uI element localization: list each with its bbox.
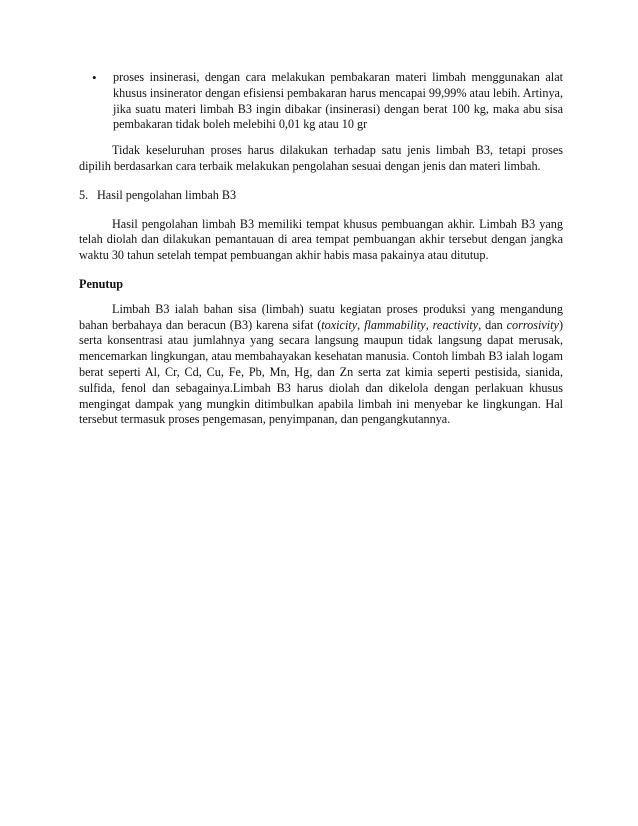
separator: , <box>357 317 365 332</box>
bullet-item-incineration <box>79 70 563 133</box>
separator: , <box>425 317 433 332</box>
separator: , dan <box>478 317 507 332</box>
term-flammability: flammability <box>364 317 426 332</box>
term-toxicity: toxicity <box>321 317 358 332</box>
paragraph-process-selection: Tidak keseluruhan proses harus dilakukan terhadap satu jenis limbah B3, tetapi proses dipilih berdasarkan cara terbaik melakukan pengolahan sesuai dengan jenis dan materi limbah. <box>79 143 563 173</box>
paragraph-processing-result: Hasil pengolahan limbah B3 memiliki tempat khusus pembuangan akhir. Limbah B3 yang telah diolah dan dilakukan pemantauan di area tempat pembuangan akhir tersebut dengan jangka waktu 30 tahun setelah tempat pembuangan akhir habis masa pakainya atau ditutup. <box>79 216 563 263</box>
bullet-icon: • <box>92 70 97 85</box>
document-body <box>79 70 563 428</box>
section-heading-5 <box>79 188 563 204</box>
closing-text-part-2: ) serta konsentrasi atau jumlahnya yang secara langsung maupun tidak langsung dapat merusak, mencemarkan lingkungan, atau membahayakan kesehatan manusia. Contoh limbah B3 ialah logam berat seperti Al, Cr, Cd, Cu, Fe, Pb, Mn, Hg, dan Zn serta zat kimia seperti pestisida, sianida, sulfida, fenol dan sebagainya.Limbah B3 harus diolah dan dikelola dengan perlakuan khusus mengingat dampak yang mungkin ditimbulkan apabila limbah ini menyebar ke lingkungan. Hal tersebut termasuk proses pengemasan, penyimpanan, dan pengangkutannya. <box>79 317 564 427</box>
term-corrosivity: corrosivity <box>506 317 559 332</box>
section-title: Hasil pengolahan limbah B3 <box>97 187 237 202</box>
bullet-text: proses insinerasi, dengan cara melakukan pembakaran materi limbah menggunakan alat khusus insinerator dengan efisiensi pembakaran harus mencapai 99,99% atau lebih. Artinya, jika suatu materi limbah B3 ingin dibakar (insinerasi) dengan berat 100 kg, maka abu sisa pembakaran tidak boleh melebihi 0,01 kg atau 10 gr <box>113 70 563 132</box>
closing-text-part-1: Limbah B3 ialah bahan sisa (limbah) suatu kegiatan proses produksi yang mengandung bahan berbahaya dan beracun (B3) karena sifat ( <box>79 301 563 332</box>
section-number: 5. <box>79 187 89 202</box>
closing-heading: Penutup <box>79 276 124 291</box>
term-reactivity: reactivity <box>432 317 479 332</box>
paragraph-closing <box>79 302 563 428</box>
